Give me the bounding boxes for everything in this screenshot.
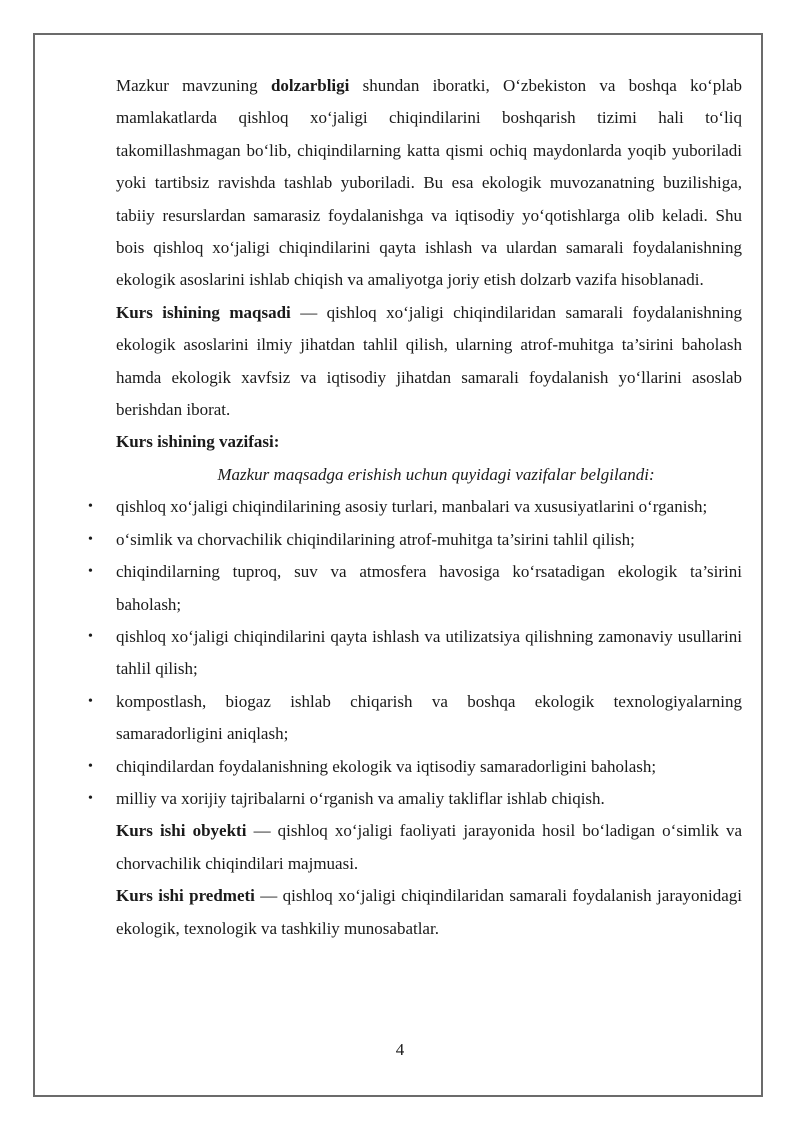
goal-text: — qishloq xo‘jaligi chiqindilaridan samarali foydalanishning ekologik asoslarini ilmiy jihatdan tahlil qilish, ularning atrof-muhitga ta’sirini baholash hamda ekologik xavfsiz va iqtisodiy jihatdan samarali foydalanish yo‘llarini asoslab berishdan iborat. bbox=[116, 302, 743, 420]
list-item-text: qishloq xo‘jaligi chiqindilarining asosiy turlari, manbalari va xususiyatlarini o‘rganish; bbox=[116, 497, 708, 517]
list-item-text: o‘simlik va chorvachilik chiqindilarining atrof-muhitga ta’sirini tahlil qilish; bbox=[116, 529, 635, 549]
bullet-icon: • bbox=[88, 564, 93, 580]
list-item bbox=[88, 524, 742, 556]
tasks-heading-text: Kurs ishining vazifasi: bbox=[116, 432, 280, 452]
object-paragraph bbox=[116, 815, 742, 880]
list-item bbox=[88, 751, 742, 783]
list-item-text: milliy va xorijiy tajribalarni o‘rganish va amaliy takliflar ishlab chiqish. bbox=[116, 788, 605, 808]
bullet-icon: • bbox=[88, 693, 93, 709]
list-item bbox=[88, 686, 742, 751]
bullet-icon: • bbox=[88, 790, 93, 806]
list-item-text: chiqindilarning tuproq, suv va atmosfera havosiga ko‘rsatadigan ekologik ta’sirini baholash; bbox=[116, 562, 742, 614]
bullet-icon: • bbox=[88, 531, 93, 547]
list-item bbox=[88, 556, 742, 621]
list-item-text: qishloq xo‘jaligi chiqindilarini qayta ishlash va utilizatsiya qilishning zamonaviy usullarini tahlil qilish; bbox=[116, 626, 742, 679]
tasks-list bbox=[88, 491, 742, 815]
list-item bbox=[88, 621, 742, 686]
list-item-text: kompostlash, biogaz ishlab chiqarish va boshqa ekologik texnologiyalarning samaradorligini aniqlash; bbox=[116, 691, 742, 744]
subject-term: Kurs ishi predmeti bbox=[116, 886, 255, 906]
subject-text: — qishloq xo‘jaligi chiqindilaridan samarali foydalanish jarayonidagi ekologik, texnologik va tashkiliy munosabatlar. bbox=[116, 886, 743, 938]
goal-term: Kurs ishining maqsadi bbox=[116, 302, 291, 322]
list-item-text: chiqindilardan foydalanishning ekologik va iqtisodiy samaradorligini baholash; bbox=[116, 756, 657, 776]
subject-paragraph bbox=[116, 880, 742, 945]
relevance-paragraph bbox=[116, 70, 742, 297]
object-term: Kurs ishi obyekti bbox=[116, 821, 247, 841]
tasks-heading bbox=[116, 426, 742, 458]
list-item bbox=[88, 491, 742, 523]
bullet-icon: • bbox=[88, 758, 93, 774]
page-number: 4 bbox=[395, 1040, 405, 1059]
relevance-term: dolzarbligi bbox=[270, 76, 350, 95]
relevance-text: shundan iboratki, O‘zbekiston va boshqa ko‘plab mamlakatlarda qishloq xo‘jaligi chiqindilarini boshqarish tizimi hali to‘liq takomillashmagan bo‘lib, chiqindilarning katta qismi ochiq maydonlarda yoqib yuboriladi yoki tartibsiz ravishda tashlab yuboriladi. Bu esa ekologik muvozanatning buzilishiga, tabiiy resurslardan samarasiz foydalanishga va iqtisodiy yo‘qotishlarga olib keladi. Shu bois qishloq xo‘jaligi chiqindilarini qayta ishlash va ulardan samarali foydalanishning ekologik asoslarini ishlab chiqish va amaliyotga joriy etish dolzarb vazifa hisoblanadi. bbox=[116, 76, 743, 290]
list-item bbox=[88, 783, 742, 815]
relevance-lead: Mazkur mavzuning bbox=[116, 76, 258, 95]
goal-paragraph bbox=[116, 297, 742, 427]
document-body bbox=[88, 70, 743, 945]
object-text: — qishloq xo‘jaligi faoliyati jarayonida hosil bo‘ladigan o‘simlik va chorvachilik chiqindilari majmuasi. bbox=[116, 821, 743, 873]
tasks-intro: Mazkur maqsadga erishish uchun quyidagi vazifalar belgilandi: bbox=[217, 464, 655, 484]
bullet-icon: • bbox=[88, 499, 93, 515]
bullet-icon: • bbox=[88, 628, 93, 644]
